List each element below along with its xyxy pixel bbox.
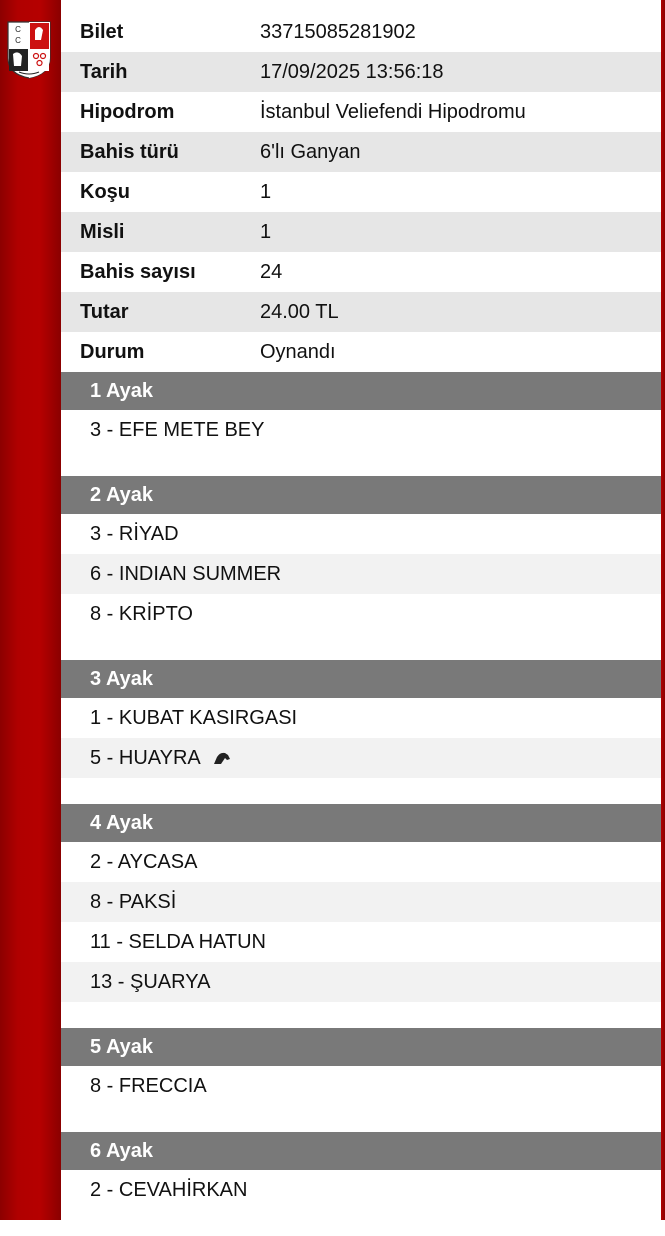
horse-row	[61, 842, 661, 882]
leg-spacer	[61, 634, 661, 660]
horse-row	[61, 882, 661, 922]
horse-row	[61, 922, 661, 962]
svg-text:C: C	[15, 36, 21, 45]
horse-row	[61, 962, 661, 1002]
horse-name: 11 - SELDA HATUN	[90, 930, 266, 953]
horse-name: 2 - AYCASA	[90, 850, 198, 873]
leg-spacer	[61, 1002, 661, 1028]
sidebar	[0, 0, 61, 1220]
ticket-info-row	[61, 292, 661, 332]
horse-row	[61, 1066, 661, 1106]
info-label: Hipodrom	[80, 100, 175, 123]
horse-name: 3 - RİYAD	[90, 522, 179, 545]
ticket-info-row	[61, 212, 661, 252]
ticket-info-row	[61, 52, 661, 92]
ticket-info-row	[61, 132, 661, 172]
info-value: 1	[260, 180, 272, 203]
info-label: Bahis türü	[80, 140, 179, 163]
info-value: İstanbul Veliefendi Hipodromu	[260, 100, 526, 123]
horse-row	[61, 698, 661, 738]
ticket-info-row	[61, 172, 661, 212]
horse-row	[61, 594, 661, 634]
ticket-info-row	[61, 252, 661, 292]
info-label: Bilet	[80, 20, 124, 43]
leg-header: 1 Ayak	[61, 372, 661, 410]
club-logo	[5, 18, 53, 80]
info-label: Tutar	[80, 300, 129, 323]
ticket-info-row	[61, 92, 661, 132]
info-value: 33715085281902	[260, 20, 416, 43]
leg-spacer	[61, 778, 661, 804]
info-value: 24.00 TL	[260, 300, 339, 323]
info-value: 6'lı Ganyan	[260, 140, 361, 163]
horse-row	[61, 514, 661, 554]
leg-header: 3 Ayak	[61, 660, 661, 698]
info-label: Durum	[80, 340, 145, 363]
info-value: Oynandı	[260, 340, 336, 363]
info-label: Bahis sayısı	[80, 260, 196, 283]
horse-name: 8 - PAKSİ	[90, 890, 177, 913]
ticket-info-row	[61, 12, 661, 52]
info-label: Koşu	[80, 180, 130, 203]
ticket-info-row	[61, 332, 661, 372]
ticket-info	[61, 12, 661, 372]
horse-row	[61, 410, 661, 450]
info-value: 17/09/2025 13:56:18	[260, 60, 444, 83]
horse-name: 8 - FRECCIA	[90, 1074, 207, 1097]
leg-header: 2 Ayak	[61, 476, 661, 514]
horse-name: 13 - ŞUARYA	[90, 970, 211, 993]
leg-spacer	[61, 1106, 661, 1132]
leg-header: 4 Ayak	[61, 804, 661, 842]
horse-name: 6 - INDIAN SUMMER	[90, 562, 282, 585]
info-value: 24	[260, 260, 283, 283]
info-label: Misli	[80, 220, 125, 243]
right-edge	[661, 0, 665, 1220]
horse-row	[61, 738, 661, 778]
info-value: 1	[260, 220, 272, 243]
horse-row	[61, 554, 661, 594]
leg-spacer	[61, 450, 661, 476]
info-label: Tarih	[80, 60, 128, 83]
horse-row	[61, 1170, 661, 1210]
leg-header: 6 Ayak	[61, 1132, 661, 1170]
ticket-detail	[61, 12, 661, 1236]
svg-text:C: C	[15, 25, 21, 34]
horse-head-icon	[213, 751, 231, 765]
horse-name: 8 - KRİPTO	[90, 602, 193, 625]
ticket-legs	[61, 372, 661, 1236]
leg-spacer	[61, 1210, 661, 1236]
horse-name: 1 - KUBAT KASIRGASI	[90, 706, 298, 729]
leg-header: 5 Ayak	[61, 1028, 661, 1066]
horse-name: 3 - EFE METE BEY	[90, 418, 265, 441]
horse-name: 5 - HUAYRA	[90, 746, 201, 769]
horse-name: 2 - CEVAHİRKAN	[90, 1178, 248, 1201]
